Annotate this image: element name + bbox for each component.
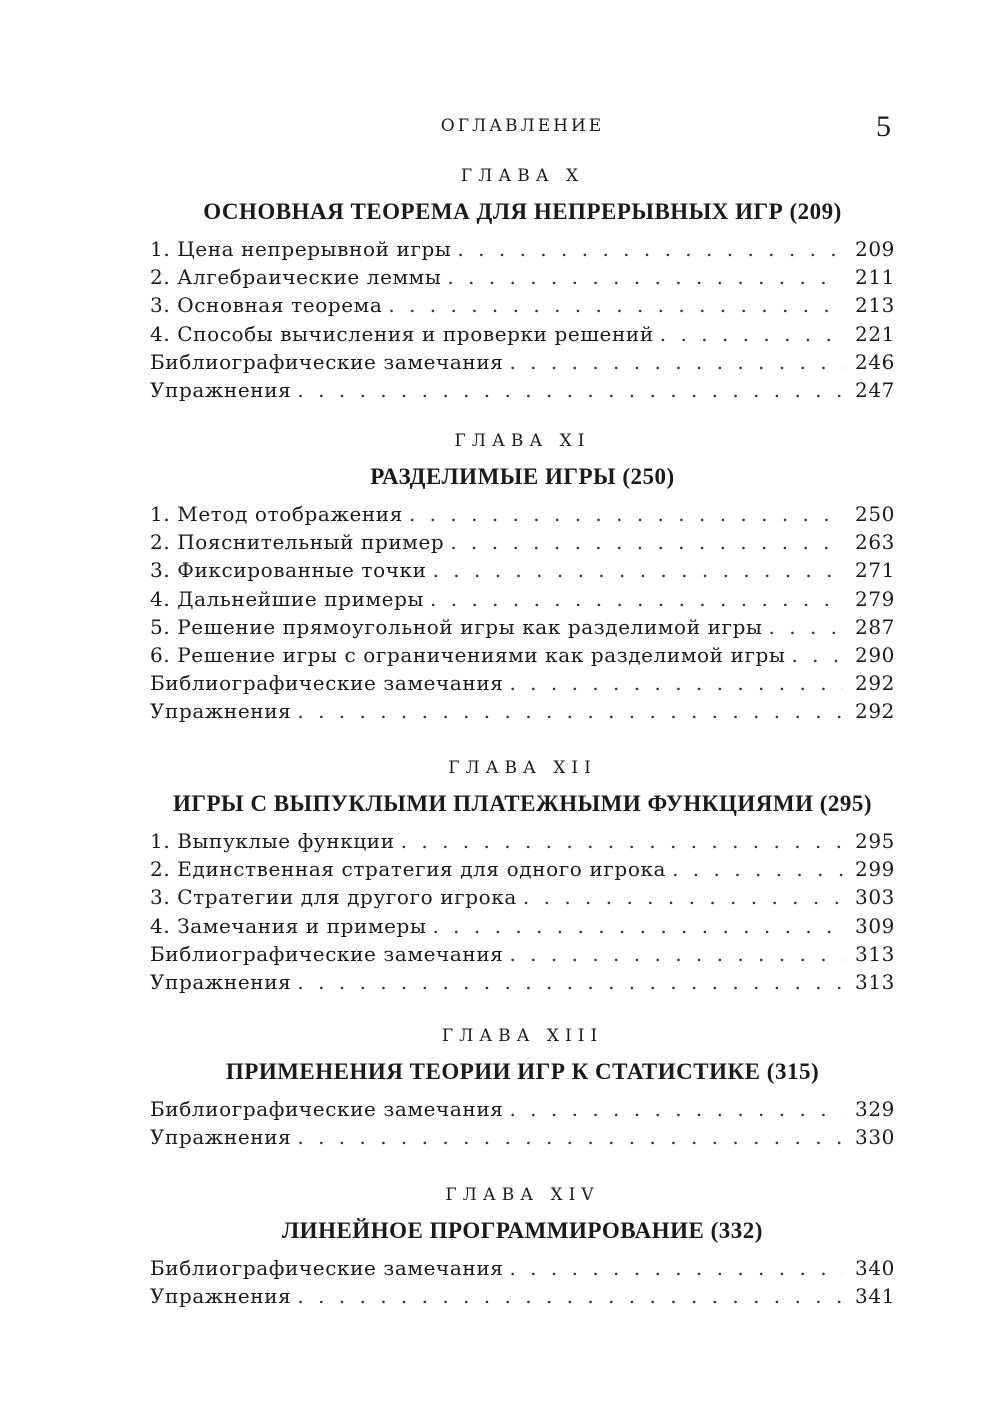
chapter-label: ГЛАВА XI <box>454 431 591 451</box>
chapter-title <box>150 1216 895 1246</box>
toc-entry[interactable] <box>150 376 895 404</box>
chapter-title <box>150 789 895 819</box>
toc-entry-label: 3. Основная теорема <box>150 293 383 318</box>
toc-entry[interactable] <box>150 912 895 940</box>
chapter-title-text: ЛИНЕЙНОЕ ПРОГРАММИРОВАНИЕ <box>282 1218 705 1243</box>
toc-entry-page: 211 <box>855 265 895 290</box>
dot-leader <box>430 585 843 613</box>
dot-leader <box>297 1282 843 1310</box>
dot-leader <box>509 348 843 376</box>
running-head <box>150 112 895 142</box>
toc-entry-label: Упражнения <box>150 1284 292 1309</box>
chapter-start-page: (295) <box>819 791 873 816</box>
page-number: 5 <box>876 110 891 143</box>
toc-entry[interactable] <box>150 827 895 855</box>
dot-leader <box>409 500 843 528</box>
toc-entry-label: Библиографические замечания <box>150 671 504 696</box>
toc-entry-label: Библиографические замечания <box>150 1097 504 1121</box>
toc-entry[interactable] <box>150 968 895 996</box>
dot-leader <box>433 556 843 584</box>
toc-entry-page: 271 <box>855 558 895 583</box>
dot-leader <box>432 912 843 940</box>
chapter-xiii <box>150 1025 895 1151</box>
toc-entry-label: 6. Решение игры с ограничениями как разделимой игры <box>150 642 786 667</box>
dot-leader <box>388 291 843 319</box>
toc-entry[interactable] <box>150 556 895 584</box>
chapter-x <box>150 165 895 404</box>
dot-leader <box>509 669 843 697</box>
dot-leader <box>297 968 843 996</box>
toc-entry[interactable] <box>150 585 895 613</box>
toc-entry-label: Упражнения <box>150 699 292 724</box>
toc-entry-page: 292 <box>855 699 895 724</box>
chapter-title <box>150 197 895 227</box>
toc-entry[interactable] <box>150 697 895 725</box>
toc-entries <box>150 235 895 404</box>
toc-entry-label: Библиографические замечания <box>150 941 504 966</box>
toc-entry-label: 4. Замечания и примеры <box>150 913 427 938</box>
toc-entry-page: 287 <box>855 614 895 639</box>
dot-leader <box>509 1095 843 1123</box>
toc-entry-label: 5. Решение прямоугольной игры как разделимой игры <box>150 614 763 639</box>
toc-entry[interactable] <box>150 348 895 376</box>
dot-leader <box>447 263 843 291</box>
toc-entry-page: 303 <box>855 885 895 910</box>
toc-entry-label: Библиографические замечания <box>150 1256 504 1280</box>
toc-entry-page: 221 <box>855 321 895 346</box>
toc-entries <box>150 1095 895 1151</box>
toc-entries <box>150 827 895 996</box>
chapter-label: ГЛАВА X <box>460 166 585 186</box>
toc-entry[interactable] <box>150 263 895 291</box>
toc-entry-page: 246 <box>855 349 895 374</box>
toc-entry-page: 247 <box>855 377 895 402</box>
toc-entry-label: 4. Способы вычисления и проверки решений <box>150 321 654 346</box>
toc-entry[interactable] <box>150 235 895 263</box>
running-title: ОГЛАВЛЕНИЕ <box>440 116 605 136</box>
chapter-xi <box>150 430 895 726</box>
toc-entry[interactable] <box>150 1123 895 1151</box>
toc-entry-page: 209 <box>855 237 895 261</box>
dot-leader <box>672 855 843 883</box>
toc-entry-label: 2. Алгебраические леммы <box>150 265 442 290</box>
toc-entry[interactable] <box>150 291 895 319</box>
toc-entry[interactable] <box>150 669 895 697</box>
chapter-title-text: РАЗДЕЛИМЫЕ ИГРЫ <box>370 464 617 489</box>
chapter-label: ГЛАВА XIII <box>441 1026 604 1046</box>
chapter-title <box>150 1057 895 1087</box>
dot-leader <box>791 641 843 669</box>
toc-entry-label: 1. Цена непрерывной игры <box>150 237 452 261</box>
toc-entry-page: 250 <box>855 502 895 526</box>
chapter-label: ГЛАВА XIV <box>445 1185 600 1205</box>
toc-entry[interactable] <box>150 500 895 528</box>
chapter-xii <box>150 757 895 996</box>
toc-entry[interactable] <box>150 641 895 669</box>
toc-entry-page: 341 <box>855 1284 895 1309</box>
chapter-start-page: (250) <box>622 464 675 489</box>
toc-entries <box>150 500 895 726</box>
chapter-title-text: ПРИМЕНЕНИЯ ТЕОРИИ ИГР К СТАТИСТИКЕ <box>225 1059 761 1084</box>
toc-entry[interactable] <box>150 613 895 641</box>
toc-entry-page: 313 <box>855 969 895 994</box>
toc-entry[interactable] <box>150 1095 895 1123</box>
toc-entry-page: 330 <box>855 1125 895 1150</box>
toc-entry[interactable] <box>150 855 895 883</box>
dot-leader <box>509 940 843 968</box>
chapter-start-page: (209) <box>789 199 842 224</box>
toc-entry-label: Библиографические замечания <box>150 349 504 374</box>
dot-leader <box>523 883 843 911</box>
toc-entry-label: 1. Метод отображения <box>150 502 403 526</box>
toc-entry-label: 3. Фиксированные точки <box>150 558 427 583</box>
dot-leader <box>769 613 843 641</box>
toc-entry[interactable] <box>150 320 895 348</box>
toc-entry[interactable] <box>150 940 895 968</box>
toc-entry-label: Упражнения <box>150 969 292 994</box>
toc-entry[interactable] <box>150 1282 895 1310</box>
toc-entry-label: 2. Единственная стратегия для одного игрока <box>150 857 667 882</box>
dot-leader <box>297 697 843 725</box>
chapter-title-text: ОСНОВНАЯ ТЕОРЕМА ДЛЯ НЕПРЕРЫВНЫХ ИГР <box>203 199 784 224</box>
toc-entry[interactable] <box>150 883 895 911</box>
toc-entry-page: 340 <box>855 1256 895 1280</box>
dot-leader <box>660 320 843 348</box>
dot-leader <box>297 1123 843 1151</box>
toc-entry[interactable] <box>150 528 895 556</box>
toc-entry[interactable] <box>150 1254 895 1282</box>
chapter-xiv <box>150 1184 895 1310</box>
chapter-label: ГЛАВА XII <box>448 758 597 778</box>
dot-leader <box>509 1254 843 1282</box>
toc-entry-page: 329 <box>855 1097 895 1121</box>
dot-leader <box>401 827 843 855</box>
toc-entry-page: 299 <box>855 857 895 882</box>
toc-entry-label: 2. Пояснительный пример <box>150 530 445 555</box>
toc-entry-label: Упражнения <box>150 377 292 402</box>
toc-entry-page: 313 <box>855 941 895 966</box>
chapter-start-page: (332) <box>710 1218 763 1243</box>
dot-leader <box>450 528 843 556</box>
toc-entry-page: 213 <box>855 293 895 318</box>
toc-entry-page: 263 <box>855 530 895 555</box>
toc-entry-label: 3. Стратегии для другого игрока <box>150 885 517 910</box>
toc-entry-page: 309 <box>855 913 895 938</box>
toc-entry-label: 1. Выпуклые функции <box>150 829 395 853</box>
toc-entries <box>150 1254 895 1310</box>
toc-entry-label: 4. Дальнейшие примеры <box>150 586 425 611</box>
toc-entry-page: 295 <box>855 829 895 853</box>
chapter-title-text: ИГРЫ С ВЫПУКЛЫМИ ПЛАТЕЖНЫМИ ФУНКЦИЯМИ <box>172 791 814 816</box>
chapter-start-page: (315) <box>766 1059 820 1084</box>
dot-leader <box>297 376 843 404</box>
dot-leader <box>457 235 843 263</box>
toc-entry-label: Упражнения <box>150 1125 292 1150</box>
toc-entry-page: 292 <box>855 671 895 696</box>
toc-entry-page: 290 <box>855 642 895 667</box>
toc-entry-page: 279 <box>855 586 895 611</box>
chapter-title <box>150 462 895 492</box>
